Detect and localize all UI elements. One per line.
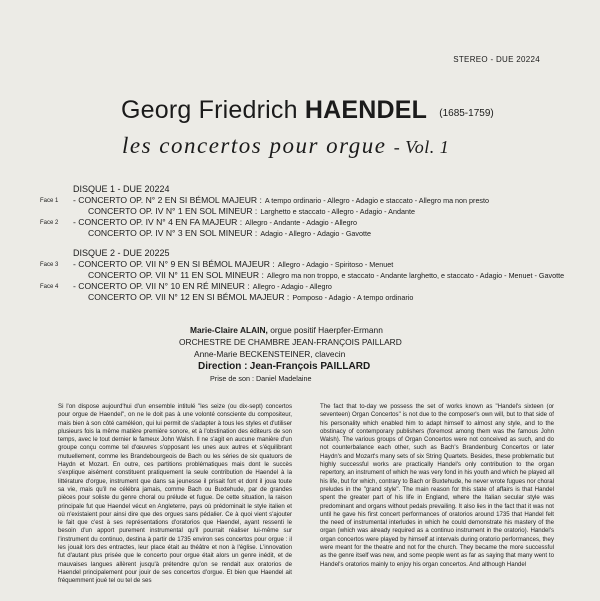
composer-first-names: Georg Friedrich [121, 96, 298, 124]
soloist-credit [190, 324, 402, 336]
track-row [40, 206, 580, 217]
soloist-role: orgue positif Haerpfer-Ermann [270, 325, 383, 335]
track-title: CONCERTO OP. VII N° 11 EN SOL MINEUR : [88, 270, 264, 280]
soloist-name: Marie-Claire ALAIN, [190, 325, 268, 335]
track-movements: Adagio - Allegro - Adagio - Gavotte [260, 229, 371, 238]
track-row [40, 195, 580, 206]
track-movements: Pomposo - Adagio - A tempo ordinario [292, 293, 414, 302]
disc-heading: DISQUE 1 - DUE 20224 [73, 184, 170, 194]
face-label: Face 2 [40, 220, 59, 226]
performer-credits [179, 324, 402, 385]
harpsichordist-name: Anne-Marie BECKENSTEINER, [194, 349, 313, 359]
track-movements: Allegro - Adagio - Spiritoso - Menuet [277, 260, 394, 269]
track-listing [40, 184, 580, 303]
harpsichord-credit [194, 348, 402, 360]
composer-surname: HAENDEL [304, 96, 428, 124]
composer-heading [121, 96, 494, 125]
composer-name [121, 96, 434, 124]
track-row [40, 270, 580, 281]
face-label: Face 4 [40, 284, 59, 290]
track-title: CONCERTO OP. IV N° 1 EN SOL MINEUR : [88, 206, 258, 216]
liner-notes-french: Si l'on dispose aujourd'hui d'un ensemble intitulé "les seize (ou dix-sept) concertos pour orgue de Haendel", on ne le doit pas à une volonté consciente du compositeur, mais bien à son côté caméléon, qui lui permit de s'adapter à tous les styles et d'utiliser plusieurs fois la même matière première sonore, et à l'obstination des éditeurs de son temps, avec le tout dernier le fameux John Walsh. Il ne s'agit en aucune manière d'un groupe conçu comme tel d'œuvres s'opposant les unes aux autres et s'équilibrant mutuellement, comme les Brandebourgeois de Bach ou les séries de six quatuors de Haydn et Mozart. En outre, ces partitions problématiques mais dont le succès s'explique aisément constituent pratiquement la seule contribution de Haendel à la littérature d'orgue, instrument que dans sa jeunesse il prisait fort et dont il joua toute sa vie, mais qu'il ne célébra jamais, comme Bach ou Buxtehude, par de grandes pièces pour soliste du genre choral ou prélude et fugue. De cette situation, la raison principale fut que Haendel vécut en Angleterre, pays où prédominait le style italien et où n'existaient pour ainsi dire que des orgues sans pédalier. Ce à quoi vient s'ajouter le fait que c'est à ses représentations d'oratorios que Haendel, ayant ressenti le besoin d'un apport purement instrumental qu'il pourrait réaliser lui-même sur l'instrument du continuo, destina à partir de 1735 environ ses concertos pour orgue : il les jouait lors des entractes, leur place était au théâtre et non à l'église. L'innovation fut d'autant plus prisée que le concerto pour orgue était alors un genre inédit, et de mauvaises langues allèrent jusqu'à prétendre qu'on se rendait aux oratorios de Haendel principalement pour jouir de ses concertos d'orgue. Et bien que Haendel ait fréquemment joué tel ou tel de ses [58, 403, 292, 585]
track-row [40, 228, 580, 239]
liner-notes-english: The fact that to-day we possess the set of works known as "Handel's sixteen (or seventeen) Organ Concertos" is not due to the composer's own will, but to that side of his personality which enabled him to adapt himself to almost any style, and to the obstinacy of contemporary publishers (foremost among them was the famous John Walsh). The various groups of Organ Concertos were not conceived as such, and do not counterbalance each other, such as Bach's Brandenburg Concertos or later Haydn's and Mozart's many sets of six String Quartets. Besides, these problematic but highly successful works are practically Handel's only contribution to the organ repertory, an instrument of which he was very fond in his youth and which he played all his life, but for which, contrary to Bach or Buxtehude, he never wrote fugues nor choral preludes in the "grand style". The main reason for this state of affairs is that Handel spent the greater part of his life in England, where the Italian secular style was predominant and organs without pedals prevailing. It also lies in the fact that it was not until he gave his first concert performances of oratorios around 1735 that Handel felt the need of instrumental interludes in which he could demonstrate his mastery of the organ (which was already required as a continuo instrument in the oratorio). Handel's organ concertos were played by himself at intervals during oratorio performances, they were meant for the theatre and not for the church. They became the more successful as the genre itself was new, and some people went as far as saying that many went to Handel's oratorios mainly to enjoy his organ concertos. And although Handel [320, 403, 554, 568]
track-movements: A tempo ordinario - Allegro - Adagio e staccato - Allegro ma non presto [264, 196, 490, 205]
harpsichord-role: clavecin [315, 349, 346, 359]
subtitle-text: les concertos pour orgue [122, 133, 387, 158]
director-name: Jean-François PAILLARD [249, 361, 371, 372]
track-title: - CONCERTO OP. IV N° 4 EN FA MAJEUR : [73, 217, 243, 227]
track-row [40, 292, 580, 303]
sound-engineer-credit: Prise de son : Daniel Madelaine [210, 374, 312, 383]
track-movements: Allegro - Adagio - Allegro [252, 282, 332, 291]
track-movements: Allegro ma non troppo, e staccato - Andante larghetto, e staccato - Adagio - Menuet - Gavotte [266, 271, 565, 280]
face-label: Face 3 [40, 262, 59, 268]
disc-heading: DISQUE 2 - DUE 20225 [73, 248, 170, 258]
track-title: - CONCERTO OP. VII N° 10 EN RÉ MINEUR : [73, 281, 250, 291]
director-credit [198, 360, 402, 373]
track-row [40, 281, 580, 292]
liner-notes [0, 403, 600, 601]
album-subtitle [122, 133, 449, 159]
orchestra-credit: ORCHESTRE DE CHAMBRE JEAN-FRANÇOIS PAILLARD [179, 337, 402, 347]
track-title: - CONCERTO OP. N° 2 EN SI BÉMOL MAJEUR : [73, 195, 262, 205]
track-row [40, 217, 580, 228]
catalog-number: STEREO - DUE 20224 [453, 55, 540, 64]
track-movements: Allegro - Andante - Adagio - Allegro [245, 218, 358, 227]
track-title: - CONCERTO OP. VII N° 9 EN SI BÉMOL MAJEUR : [73, 259, 275, 269]
track-title: CONCERTO OP. VII N° 12 EN SI BÉMOL MAJEUR : [88, 292, 290, 302]
volume-label: - Vol. 1 [393, 137, 450, 157]
track-movements: Larghetto e staccato - Allegro - Adagio - Andante [260, 207, 415, 216]
track-title: CONCERTO OP. IV N° 3 EN SOL MINEUR : [88, 228, 258, 238]
face-label: Face 1 [40, 198, 59, 204]
track-row [40, 259, 580, 270]
composer-dates: (1685-1759) [439, 108, 494, 119]
direction-label: Direction : [198, 361, 248, 372]
